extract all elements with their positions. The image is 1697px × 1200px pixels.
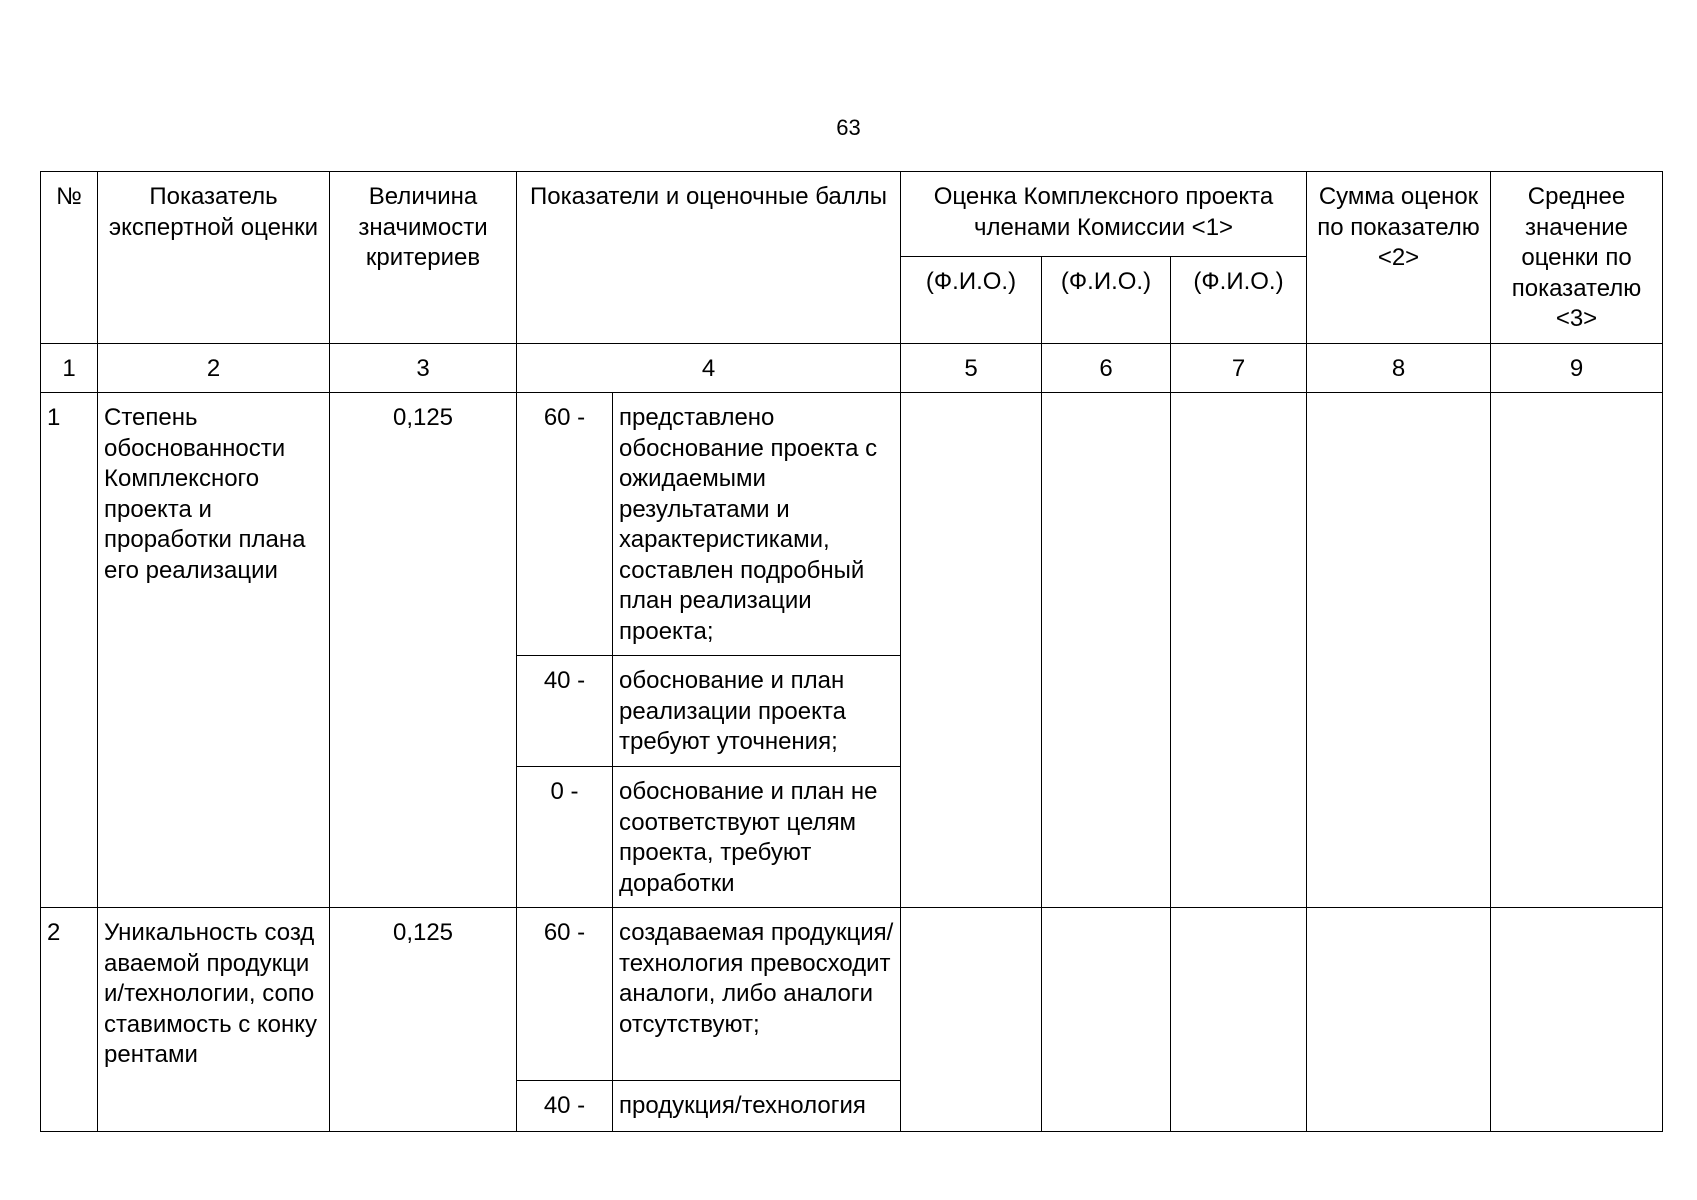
score-description: продукция/технология bbox=[613, 1081, 901, 1132]
header-commission: Оценка Комплексного проекта членами Комиссии <1> bbox=[901, 172, 1307, 257]
column-number: 2 bbox=[98, 343, 330, 393]
table-row bbox=[41, 908, 1663, 1081]
score-value: 40 - bbox=[517, 656, 613, 767]
column-number: 9 bbox=[1491, 343, 1663, 393]
header-indicator: Показатель экспертной оценки bbox=[98, 172, 330, 344]
header-member-2: (Ф.И.О.) bbox=[1042, 257, 1171, 343]
header-average: Среднее значение оценки по показателю <3> bbox=[1491, 172, 1663, 344]
column-number: 3 bbox=[330, 343, 517, 393]
row-weight: 0,125 bbox=[330, 908, 517, 1132]
member-3-score-cell bbox=[1171, 908, 1307, 1132]
page-number: 63 bbox=[836, 115, 861, 140]
member-3-score-cell bbox=[1171, 393, 1307, 908]
sum-cell bbox=[1307, 393, 1491, 908]
header-member-3: (Ф.И.О.) bbox=[1171, 257, 1307, 343]
row-indicator: Уникальность создаваемой продукции/технологии, сопоставимость с конкурентами bbox=[98, 908, 330, 1132]
score-description: обоснование и план не соответствуют целям проекта, требуют доработки bbox=[613, 767, 901, 908]
sum-cell bbox=[1307, 908, 1491, 1132]
table-row bbox=[41, 393, 1663, 656]
score-description: представлено обоснование проекта с ожидаемыми результатами и характеристиками, составлен подробный план реализации проекта; bbox=[613, 393, 901, 656]
average-cell bbox=[1491, 908, 1663, 1132]
score-value: 0 - bbox=[517, 767, 613, 908]
row-number: 2 bbox=[41, 908, 98, 1132]
column-number: 5 bbox=[901, 343, 1042, 393]
header-weight: Величина значимости критериев bbox=[330, 172, 517, 344]
expert-evaluation-table bbox=[40, 171, 1663, 1132]
column-number: 1 bbox=[41, 343, 98, 393]
header-member-1: (Ф.И.О.) bbox=[901, 257, 1042, 343]
column-number: 6 bbox=[1042, 343, 1171, 393]
score-description: создаваемая продукция/технология превосходит аналоги, либо аналоги отсутствуют; bbox=[613, 908, 901, 1081]
row-weight: 0,125 bbox=[330, 393, 517, 908]
member-1-score-cell bbox=[901, 908, 1042, 1132]
row-indicator: Степень обоснованности Комплексного проекта и проработки плана его реализации bbox=[98, 393, 330, 908]
header-row bbox=[41, 172, 1663, 257]
average-cell bbox=[1491, 393, 1663, 908]
row-number: 1 bbox=[41, 393, 98, 908]
column-number: 7 bbox=[1171, 343, 1307, 393]
member-2-score-cell bbox=[1042, 393, 1171, 908]
header-scores: Показатели и оценочные баллы bbox=[517, 172, 901, 344]
column-number: 4 bbox=[517, 343, 901, 393]
column-number: 8 bbox=[1307, 343, 1491, 393]
member-1-score-cell bbox=[901, 393, 1042, 908]
score-value: 40 - bbox=[517, 1081, 613, 1132]
score-value: 60 - bbox=[517, 908, 613, 1081]
column-number-row bbox=[41, 343, 1663, 393]
score-value: 60 - bbox=[517, 393, 613, 656]
header-sum: Сумма оценок по показателю <2> bbox=[1307, 172, 1491, 344]
score-description: обоснование и план реализации проекта требуют уточнения; bbox=[613, 656, 901, 767]
header-no: № bbox=[41, 172, 98, 344]
member-2-score-cell bbox=[1042, 908, 1171, 1132]
